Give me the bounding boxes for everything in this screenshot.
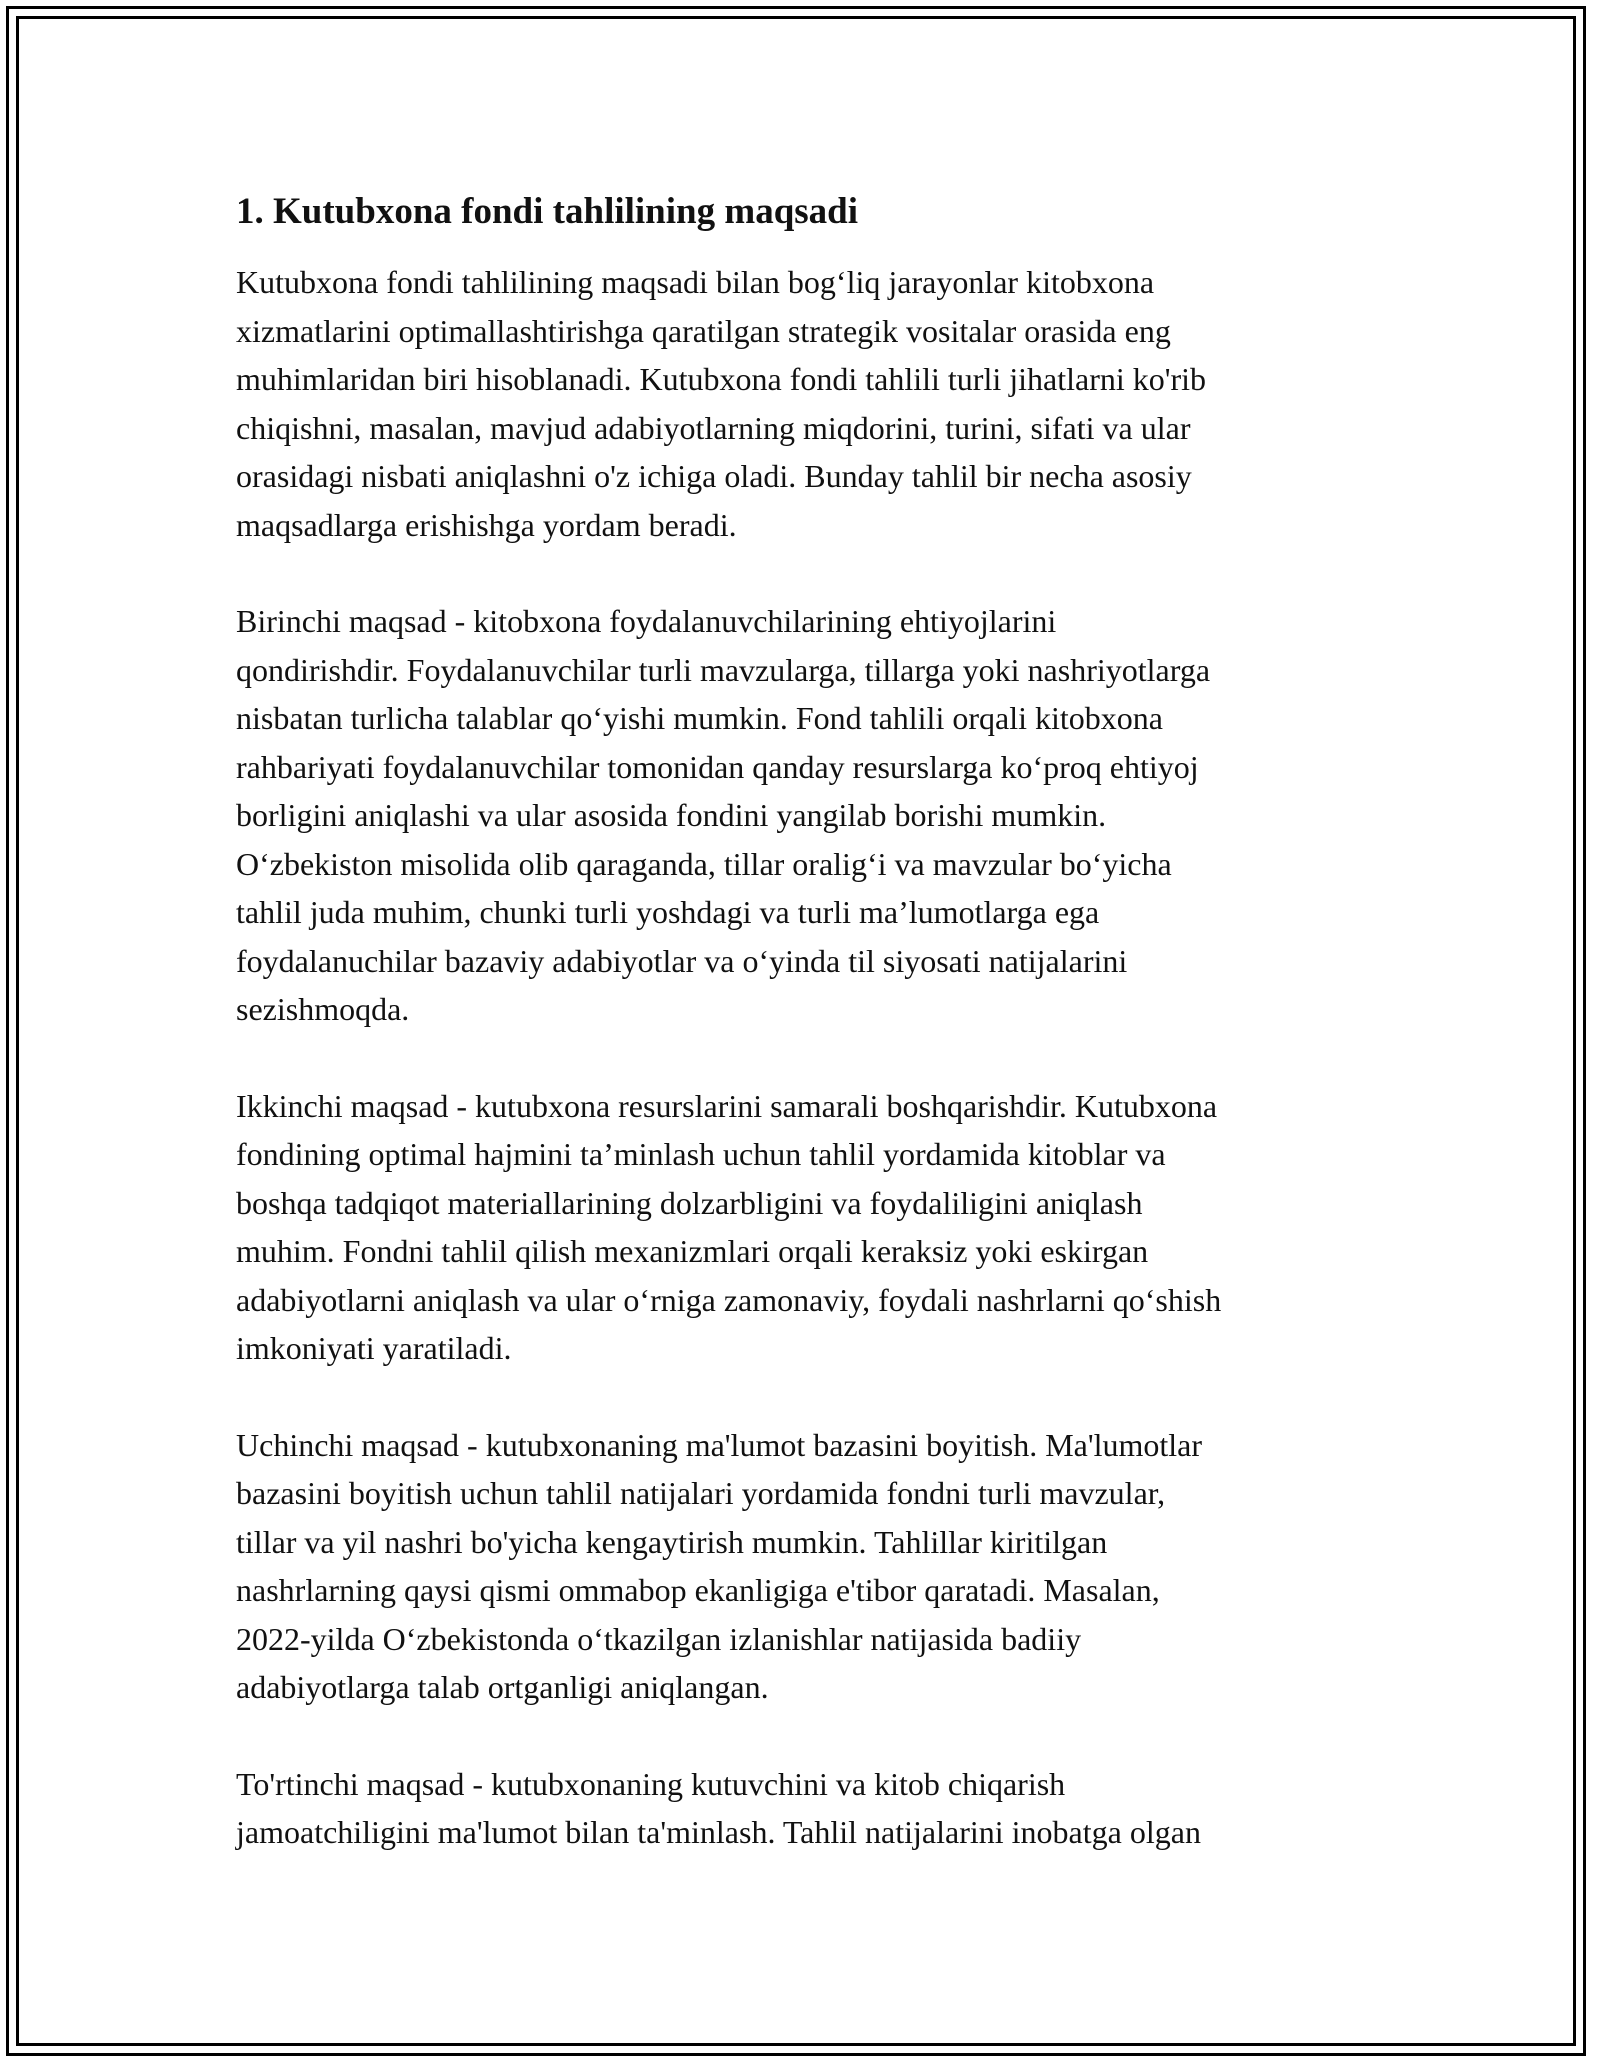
text-line: rahbariyati foydalanuvchilar tomonidan qanday resurslarga ko‘proq ehtiyoj	[236, 748, 1199, 785]
text-line: nashrlarning qaysi qismi ommabop ekanligiga e'tibor qaratadi. Masalan,	[236, 1572, 1160, 1608]
document-body	[236, 186, 1396, 1905]
text-line: adabiyotlarga talab ortganligi aniqlangan.	[236, 1669, 769, 1705]
text-line: To'rtinchi maqsad - kutubxonaning kutuvchini va kitob chiqarish	[236, 1765, 1066, 1802]
text-line: xizmatlarini optimallashtirishga qaratilgan strategik vositalar orasida eng	[236, 312, 1171, 349]
text-line: nisbatan turlicha talablar qo‘yishi mumkin. Fond tahlili orqali kitobxona	[236, 700, 1163, 736]
text-line: maqsadlarga erishishga yordam beradi.	[236, 506, 737, 543]
text-line: Kutubxona fondi tahlilining maqsadi bilan bog‘liq jarayonlar kitobxona	[236, 264, 1155, 300]
text-line: boshqa tadqiqot materiallarining dolzarbligini va foydaliligini aniqlash	[236, 1184, 1143, 1221]
text-line: chiqishni, masalan, mavjud adabiyotlarning miqdorini, turini, sifati va ular	[236, 409, 1191, 446]
text-line: tahlil juda muhim, chunki turli yoshdagi va turli ma’lumotlarga ega	[236, 894, 1100, 930]
text-line: sezishmoqda.	[236, 991, 410, 1027]
paragraph-intro	[236, 258, 1396, 549]
text-line: jamoatchiligini ma'lumot bilan ta'minlash. Tahlil natijalarini inobatga olgan	[236, 1814, 1201, 1850]
section-heading: 1. Kutubxona fondi tahlilining maqsadi	[236, 191, 859, 232]
text-line: tillar va yil nashri bo'yicha kengaytirish mumkin. Tahlillar kiritilgan	[236, 1523, 1108, 1560]
text-line: qondirishdir. Foydalanuvchilar turli mavzularga, tillarga yoki nashriyotlarga	[236, 651, 1211, 688]
text-line: orasidagi nisbati aniqlashni o'z ichiga oladi. Bunday tahlil bir necha asosiy	[236, 458, 1192, 494]
text-line: 2022-yilda O‘zbekistonda o‘tkazilgan izlanishlar natijasida badiiy	[236, 1620, 1082, 1657]
text-line: Uchinchi maqsad - kutubxonaning ma'lumot bazasini boyitish. Ma'lumotlar	[236, 1426, 1203, 1463]
paragraph-second-goal	[236, 1082, 1396, 1373]
text-line: imkoniyati yaratiladi.	[236, 1330, 512, 1366]
text-line: bazasini boyitish uchun tahlil natijalari yordamida fondni turli mavzular,	[236, 1475, 1166, 1511]
text-line: Birinchi maqsad - kitobxona foydalanuvchilarining ehtiyojlarini	[236, 603, 1057, 639]
paragraph-fourth-goal	[236, 1760, 1396, 1857]
text-line: fondining optimal hajmini ta’minlash uchun tahlil yordamida kitoblar va	[236, 1136, 1166, 1172]
text-line: adabiyotlarni aniqlash va ular o‘rniga zamonaviy, foydali nashrlarni qo‘shish	[236, 1281, 1222, 1318]
text-line: borligini aniqlashi va ular asosida fondini yangilab borishi mumkin.	[236, 797, 1107, 833]
paragraph-first-goal	[236, 597, 1396, 1034]
text-line: muhimlaridan biri hisoblanadi. Kutubxona fondi tahlili turli jihatlarni ko'rib	[236, 361, 1207, 397]
text-line: O‘zbekiston misolida olib qaraganda, tillar oralig‘i va mavzular bo‘yicha	[236, 845, 1172, 882]
paragraph-third-goal	[236, 1421, 1396, 1712]
text-line: muhim. Fondni tahlil qilish mexanizmlari orqali keraksiz yoki eskirgan	[236, 1233, 1149, 1269]
text-line: foydalanuchilar bazaviy adabiyotlar va o‘yinda til siyosati natijalarini	[236, 942, 1128, 979]
text-line: Ikkinchi maqsad - kutubxona resurslarini samarali boshqarishdir. Kutubxona	[236, 1087, 1218, 1124]
